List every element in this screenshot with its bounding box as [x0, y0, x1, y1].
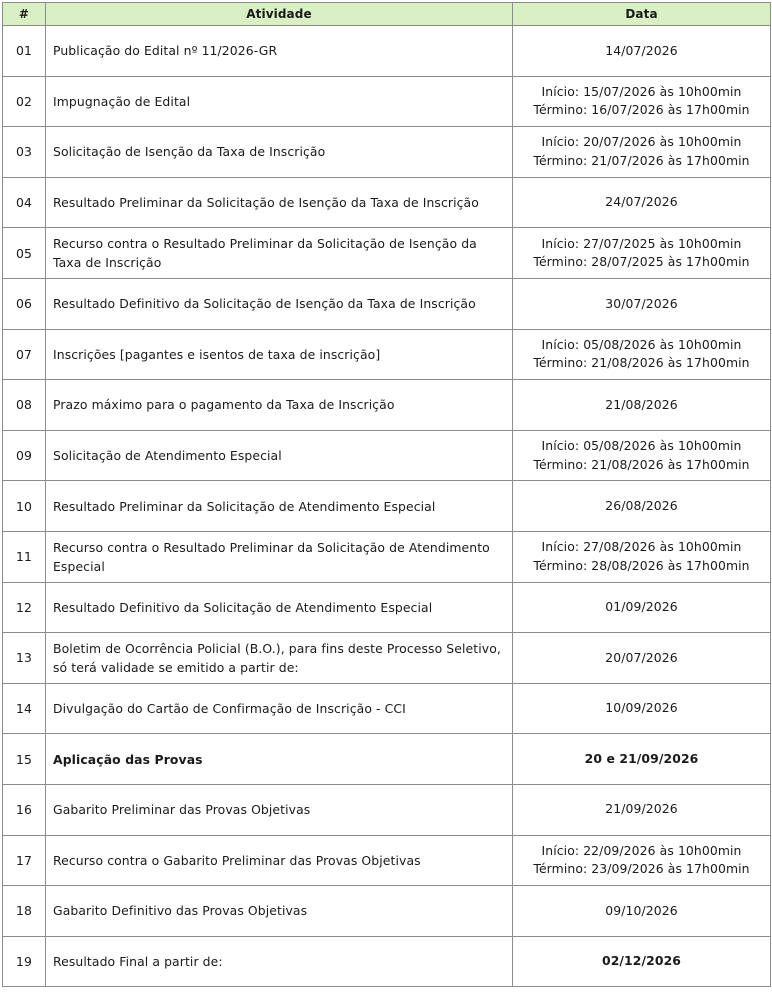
row-number: 06	[3, 278, 46, 329]
row-number: 13	[3, 633, 46, 684]
date-cell	[513, 835, 771, 886]
activity-cell: Resultado Definitivo da Solicitação de Isenção da Taxa de Inscrição	[46, 278, 513, 329]
date-line: Início: 05/08/2026 às 10h00min	[541, 438, 742, 454]
row-number: 02	[3, 76, 46, 127]
date-line: 24/07/2026	[605, 194, 678, 210]
row-number: 05	[3, 228, 46, 279]
date-cell	[513, 177, 771, 228]
row-number: 15	[3, 734, 46, 785]
date-cell	[513, 380, 771, 431]
row-number: 18	[3, 886, 46, 937]
date-cell	[513, 278, 771, 329]
table-row	[3, 582, 771, 633]
date-cell	[513, 228, 771, 279]
row-number: 01	[3, 26, 46, 77]
activity-cell: Publicação do Edital nº 11/2026-GR	[46, 26, 513, 77]
date-line: Término: 21/08/2026 às 17h00min	[533, 355, 750, 371]
date-cell	[513, 531, 771, 582]
date-line: 21/08/2026	[605, 396, 678, 412]
table-row	[3, 329, 771, 380]
date-cell	[513, 127, 771, 178]
date-line: Início: 27/07/2025 às 10h00min	[541, 235, 742, 251]
row-number: 08	[3, 380, 46, 431]
activity-column-header: Atividade	[46, 3, 513, 26]
row-number: 09	[3, 430, 46, 481]
date-line: 26/08/2026	[605, 497, 678, 513]
row-number: 11	[3, 531, 46, 582]
table-row	[3, 886, 771, 937]
table-row	[3, 76, 771, 127]
activity-cell: Divulgação do Cartão de Confirmação de Inscrição - CCI	[46, 683, 513, 734]
date-line: 14/07/2026	[605, 42, 678, 58]
table-row	[3, 481, 771, 532]
table-row	[3, 784, 771, 835]
number-column-header: #	[3, 3, 46, 26]
activity-cell: Resultado Preliminar da Solicitação de Isenção da Taxa de Inscrição	[46, 177, 513, 228]
date-cell	[513, 430, 771, 481]
table-row	[3, 835, 771, 886]
table-row	[3, 734, 771, 785]
date-cell	[513, 784, 771, 835]
activity-cell: Recurso contra o Resultado Preliminar da Solicitação de Atendimento Especial	[46, 531, 513, 582]
activity-cell: Recurso contra o Resultado Preliminar da Solicitação de Isenção da Taxa de Inscrição	[46, 228, 513, 279]
table-row	[3, 936, 771, 987]
activity-cell: Solicitação de Atendimento Especial	[46, 430, 513, 481]
row-number: 04	[3, 177, 46, 228]
date-line: 30/07/2026	[605, 295, 678, 311]
activity-cell: Aplicação das Provas	[46, 734, 513, 785]
activity-cell: Gabarito Definitivo das Provas Objetivas	[46, 886, 513, 937]
activity-cell: Impugnação de Edital	[46, 76, 513, 127]
date-cell	[513, 886, 771, 937]
table-row	[3, 380, 771, 431]
date-line: Término: 28/07/2025 às 17h00min	[533, 254, 750, 270]
date-cell	[513, 481, 771, 532]
schedule-table	[2, 2, 771, 987]
date-line: Início: 20/07/2026 às 10h00min	[541, 134, 742, 150]
table-header	[3, 3, 771, 26]
table-row	[3, 278, 771, 329]
date-line: Início: 22/09/2026 às 10h00min	[541, 842, 742, 858]
activity-cell: Boletim de Ocorrência Policial (B.O.), para fins deste Processo Seletivo, só terá validade se emitido a partir de:	[46, 633, 513, 684]
date-line: 01/09/2026	[605, 599, 678, 615]
date-line: Término: 21/07/2026 às 17h00min	[533, 152, 750, 168]
table-row	[3, 26, 771, 77]
table-row	[3, 177, 771, 228]
row-number: 16	[3, 784, 46, 835]
date-cell	[513, 26, 771, 77]
date-line: 21/09/2026	[605, 801, 678, 817]
row-number: 12	[3, 582, 46, 633]
date-line: Término: 28/08/2026 às 17h00min	[533, 557, 750, 573]
date-line: Início: 05/08/2026 às 10h00min	[541, 336, 742, 352]
activity-cell: Resultado Preliminar da Solicitação de Atendimento Especial	[46, 481, 513, 532]
activity-cell: Solicitação de Isenção da Taxa de Inscrição	[46, 127, 513, 178]
activity-cell: Resultado Final a partir de:	[46, 936, 513, 987]
table-row	[3, 228, 771, 279]
activity-cell: Recurso contra o Gabarito Preliminar das Provas Objetivas	[46, 835, 513, 886]
activity-cell: Resultado Definitivo da Solicitação de Atendimento Especial	[46, 582, 513, 633]
date-cell	[513, 329, 771, 380]
row-number: 10	[3, 481, 46, 532]
date-line: Início: 27/08/2026 às 10h00min	[541, 539, 742, 555]
date-line: 20 e 21/09/2026	[584, 750, 699, 766]
activity-cell: Gabarito Preliminar das Provas Objetivas	[46, 784, 513, 835]
date-line: 10/09/2026	[605, 700, 678, 716]
date-cell	[513, 683, 771, 734]
table-row	[3, 633, 771, 684]
row-number: 03	[3, 127, 46, 178]
row-number: 14	[3, 683, 46, 734]
row-number: 17	[3, 835, 46, 886]
date-cell	[513, 582, 771, 633]
date-line: 20/07/2026	[605, 649, 678, 665]
date-column-header: Data	[513, 3, 771, 26]
date-line: 09/10/2026	[605, 902, 678, 918]
row-number: 19	[3, 936, 46, 987]
table-body	[3, 26, 771, 987]
activity-cell: Inscrições [pagantes e isentos de taxa de inscrição]	[46, 329, 513, 380]
date-cell	[513, 633, 771, 684]
date-line: Término: 23/09/2026 às 17h00min	[533, 861, 750, 877]
date-line: 02/12/2026	[601, 953, 682, 969]
header-row	[3, 3, 771, 26]
table-row	[3, 127, 771, 178]
date-line: Início: 15/07/2026 às 10h00min	[541, 83, 742, 99]
table-row	[3, 430, 771, 481]
table-row	[3, 683, 771, 734]
date-line: Término: 21/08/2026 às 17h00min	[533, 456, 750, 472]
table-row	[3, 531, 771, 582]
date-cell	[513, 936, 771, 987]
date-line: Término: 16/07/2026 às 17h00min	[533, 102, 750, 118]
activity-cell: Prazo máximo para o pagamento da Taxa de Inscrição	[46, 380, 513, 431]
date-cell	[513, 734, 771, 785]
row-number: 07	[3, 329, 46, 380]
date-cell	[513, 76, 771, 127]
